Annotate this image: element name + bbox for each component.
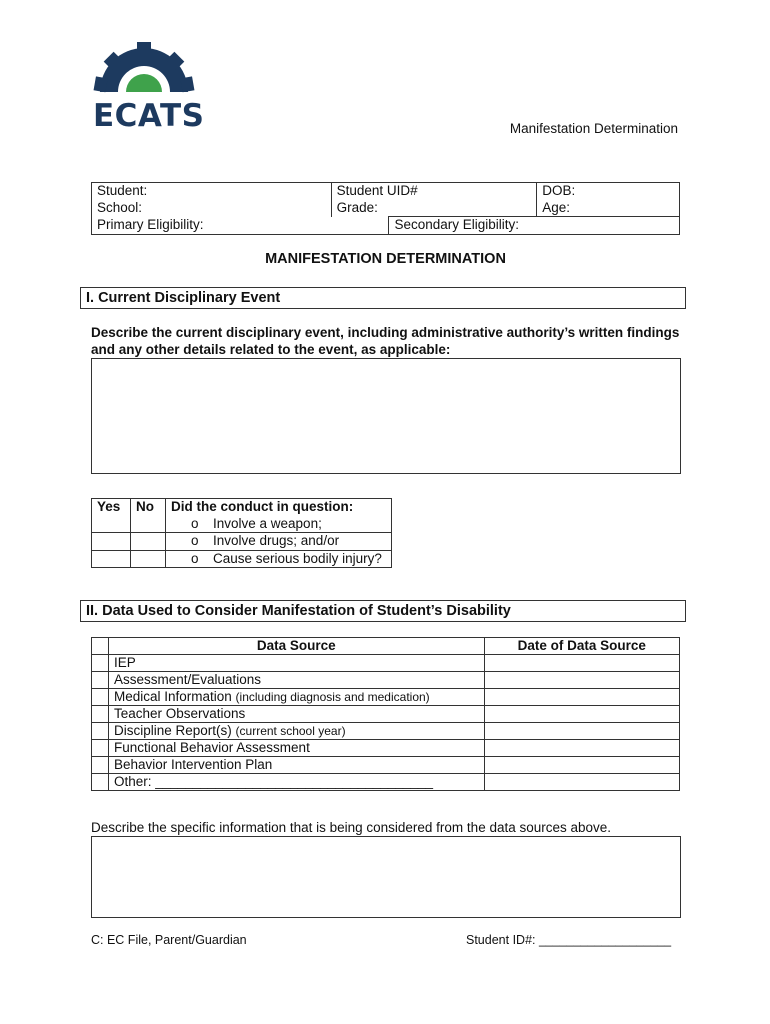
weapon-yes-checkbox[interactable] xyxy=(92,533,131,551)
dob-label: DOB: xyxy=(542,183,576,198)
date-cell[interactable] xyxy=(484,723,679,740)
student-school-cell xyxy=(92,183,332,217)
uid-grade-cell xyxy=(331,183,537,217)
medical-checkbox[interactable] xyxy=(92,689,109,706)
school-label: School: xyxy=(97,199,143,215)
conduct-question: Did the conduct in question: xyxy=(171,499,354,514)
date-cell[interactable] xyxy=(484,774,679,791)
footer-student-id: Student ID#: ___________________ xyxy=(466,933,672,947)
conduct-item: o Involve drugs; and/or xyxy=(166,533,392,551)
conduct-item: o Involve a weapon; xyxy=(191,515,322,531)
data-source-row: Other: _____________________________________ xyxy=(108,774,484,791)
date-cell[interactable] xyxy=(484,740,679,757)
yes-header: Yes xyxy=(92,499,131,533)
teacher-obs-checkbox[interactable] xyxy=(92,706,109,723)
ecats-gear-logo-icon xyxy=(92,42,196,98)
date-cell[interactable] xyxy=(484,672,679,689)
data-source-row: Functional Behavior Assessment xyxy=(108,740,484,757)
student-info-table xyxy=(91,182,680,235)
data-source-table xyxy=(91,637,680,791)
grade-label: Grade: xyxy=(336,199,378,215)
data-source-row: IEP xyxy=(108,655,484,672)
data-sources-textbox[interactable] xyxy=(91,836,681,918)
drugs-no-checkbox[interactable] xyxy=(131,550,166,568)
iep-checkbox[interactable] xyxy=(92,655,109,672)
data-source-row: Assessment/Evaluations xyxy=(108,672,484,689)
other-checkbox[interactable] xyxy=(92,774,109,791)
student-label: Student: xyxy=(97,183,148,198)
date-cell[interactable] xyxy=(484,757,679,774)
date-cell[interactable] xyxy=(484,706,679,723)
data-source-row: Discipline Report(s) (current school year) xyxy=(108,723,484,740)
student-uid-label: Student UID# xyxy=(336,183,418,198)
fba-checkbox[interactable] xyxy=(92,740,109,757)
page-title: MANIFESTATION DETERMINATION xyxy=(265,251,506,267)
footer-copies: C: EC File, Parent/Guardian xyxy=(91,933,247,947)
primary-eligibility-label: Primary Eligibility: xyxy=(92,217,389,235)
age-label: Age: xyxy=(542,199,570,215)
secondary-eligibility-label: Secondary Eligibility: xyxy=(389,217,680,235)
weapon-no-checkbox[interactable] xyxy=(131,533,166,551)
section-1-description: Describe the current disciplinary event, including administrative authority’s written findings and any other details related to the event, as applicable: xyxy=(91,325,680,357)
date-header: Date of Data Source xyxy=(484,638,679,655)
assessment-checkbox[interactable] xyxy=(92,672,109,689)
discipline-checkbox[interactable] xyxy=(92,723,109,740)
date-cell[interactable] xyxy=(484,689,679,706)
header-title: Manifestation Determination xyxy=(509,121,678,136)
dob-age-cell xyxy=(537,183,680,217)
bip-checkbox[interactable] xyxy=(92,757,109,774)
section-2-description: Describe the specific information that is being considered from the data sources above. xyxy=(91,820,612,835)
date-cell[interactable] xyxy=(484,655,679,672)
drugs-yes-checkbox[interactable] xyxy=(92,550,131,568)
section-1-header: I. Current Disciplinary Event xyxy=(80,287,686,309)
section-2-header: II. Data Used to Consider Manifestation of Student’s Disability xyxy=(80,600,686,622)
data-source-row: Behavior Intervention Plan xyxy=(108,757,484,774)
data-source-header: Data Source xyxy=(108,638,484,655)
conduct-table xyxy=(91,498,392,568)
conduct-item: o Cause serious bodily injury? xyxy=(166,550,392,568)
conduct-question-cell xyxy=(166,499,392,533)
data-source-row: Medical Information (including diagnosis and medication) xyxy=(108,689,484,706)
disciplinary-event-textbox[interactable] xyxy=(91,358,681,474)
no-header: No xyxy=(131,499,166,533)
ecats-logo-text: ECATS xyxy=(93,98,205,134)
data-source-row: Teacher Observations xyxy=(108,706,484,723)
